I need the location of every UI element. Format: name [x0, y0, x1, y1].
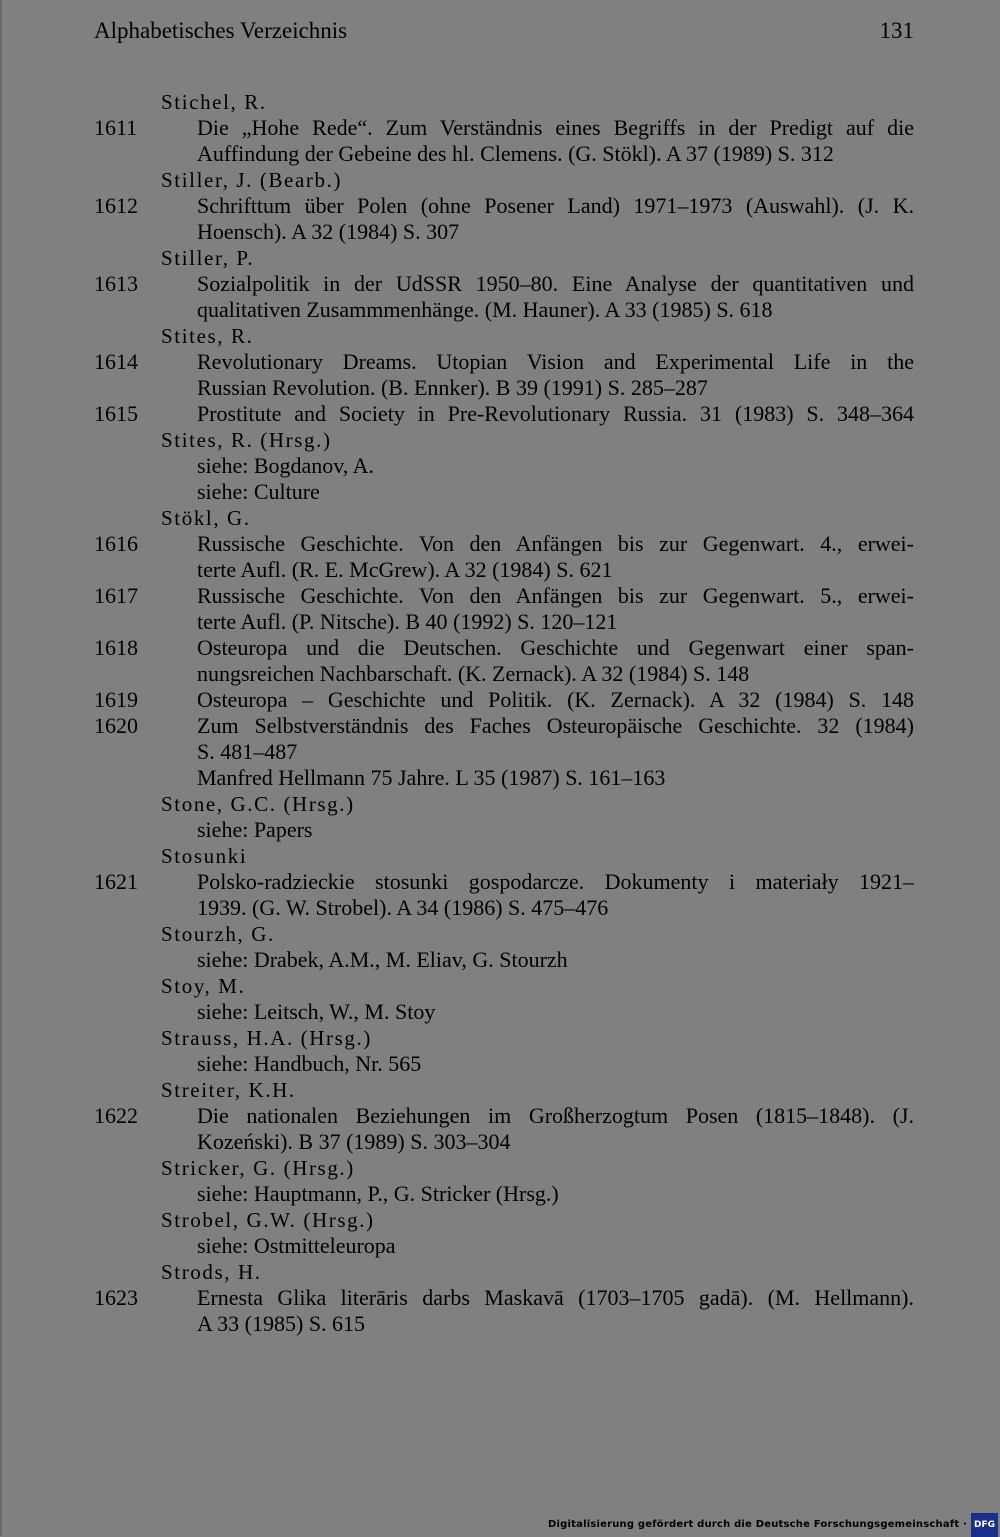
entry-text: siehe: Culture: [197, 479, 320, 504]
entry-continuation: [0, 453, 1000, 479]
entry-line: [0, 583, 1000, 609]
author-heading: [0, 323, 1000, 349]
entry-line: [0, 713, 1000, 739]
author-heading: [0, 245, 1000, 271]
entry-text: Russische Geschichte. Von den Anfängen bis zur Gegenwart. 4., erwei-: [197, 531, 914, 556]
entry-text: siehe: Handbuch, Nr. 565: [197, 1051, 422, 1076]
entry-text: Osteuropa und die Deutschen. Geschichte und Gegenwart einer span-: [197, 635, 914, 660]
entry-number: 1621: [94, 869, 138, 894]
author-heading: [0, 791, 1000, 817]
entry-number: 1612: [94, 193, 138, 218]
entry-text: Stone, G.C. (Hrsg.): [161, 792, 355, 816]
author-heading: [0, 1207, 1000, 1233]
entry-text: Strobel, G.W. (Hrsg.): [161, 1208, 375, 1232]
entry-number: 1617: [94, 583, 138, 608]
entry-continuation: [0, 895, 1000, 921]
entry-text: Russische Geschichte. Von den Anfängen bis zur Gegenwart. 5., erwei-: [197, 583, 914, 608]
entry-continuation: [0, 765, 1000, 791]
entry-text: Strods, H.: [161, 1260, 262, 1284]
entry-text: Zum Selbstverständnis des Faches Osteuropäische Geschichte. 32 (1984): [197, 713, 914, 738]
entry-line: [0, 271, 1000, 297]
entry-continuation: [0, 739, 1000, 765]
entry-text: Hoensch). A 32 (1984) S. 307: [197, 219, 460, 244]
entry-continuation: [0, 661, 1000, 687]
entry-continuation: [0, 557, 1000, 583]
entry-continuation: [0, 999, 1000, 1025]
entry-text: Stites, R.: [161, 324, 254, 348]
entry-number: 1614: [94, 349, 138, 374]
funding-note: Digitalisierung gefördert durch die Deutsche Forschungsgemeinschaft ·: [548, 1519, 967, 1530]
entry-text: terte Aufl. (P. Nitsche). B 40 (1992) S. 120–121: [197, 609, 618, 634]
entry-number: 1611: [94, 115, 138, 140]
entry-continuation: [0, 1051, 1000, 1077]
page-header: [94, 18, 914, 50]
entry-text: nungsreichen Nachbarschaft. (K. Zernack). A 32 (1984) S. 148: [197, 661, 750, 686]
entry-continuation: [0, 297, 1000, 323]
author-heading: [0, 167, 1000, 193]
entry-continuation: [0, 141, 1000, 167]
entry-number: 1620: [94, 713, 138, 738]
entry-continuation: [0, 609, 1000, 635]
author-heading: [0, 89, 1000, 115]
entry-line: [0, 193, 1000, 219]
entry-text: qualitativen Zusammmenhänge. (M. Hauner). A 33 (1985) S. 618: [197, 297, 773, 322]
entry-text: Stökl, G.: [161, 506, 251, 530]
entry-line: [0, 401, 1000, 427]
author-heading: [0, 1155, 1000, 1181]
entry-line: [0, 869, 1000, 895]
entry-line: [0, 1103, 1000, 1129]
entry-number: 1613: [94, 271, 138, 296]
entry-text: Stites, R. (Hrsg.): [161, 428, 332, 452]
entry-line: [0, 349, 1000, 375]
entry-continuation: [0, 219, 1000, 245]
author-heading: [0, 427, 1000, 453]
entry-number: 1619: [94, 687, 138, 712]
author-heading: [0, 505, 1000, 531]
entry-line: [0, 115, 1000, 141]
entry-text: A 33 (1985) S. 615: [197, 1311, 366, 1336]
entry-continuation: [0, 947, 1000, 973]
entry-text: Auffindung der Gebeine des hl. Clemens. (G. Stökl). A 37 (1989) S. 312: [197, 141, 834, 166]
entry-number: 1615: [94, 401, 138, 426]
entry-text: Strauss, H.A. (Hrsg.): [161, 1026, 372, 1050]
entry-text: Schrifttum über Polen (ohne Posener Land) 1971–1973 (Auswahl). (J. K.: [197, 193, 914, 218]
entry-text: Sozialpolitik in der UdSSR 1950–80. Eine Analyse der quantitativen und: [197, 271, 914, 296]
entry-continuation: [0, 479, 1000, 505]
entry-text: Stoy, M.: [161, 974, 246, 998]
footer: [548, 1514, 1000, 1536]
entry-text: Stourzh, G.: [161, 922, 275, 946]
entry-number: 1618: [94, 635, 138, 660]
entry-line: [0, 687, 1000, 713]
running-title: Alphabetisches Verzeichnis: [94, 18, 348, 43]
entry-text: siehe: Drabek, A.M., M. Eliav, G. Stourzh: [197, 947, 568, 972]
entry-text: Osteuropa – Geschichte und Politik. (K. Zernack). A 32 (1984) S. 148: [197, 687, 914, 712]
entry-text: Stiller, J. (Bearb.): [161, 168, 343, 192]
entry-continuation: [0, 1233, 1000, 1259]
entry-continuation: [0, 1181, 1000, 1207]
entry-text: Prostitute and Society in Pre-Revolutionary Russia. 31 (1983) S. 348–364: [197, 401, 914, 426]
author-heading: [0, 921, 1000, 947]
author-heading: [0, 973, 1000, 999]
entry-text: siehe: Ostmitteleuropa: [197, 1233, 396, 1258]
entry-text: 1939. (G. W. Strobel). A 34 (1986) S. 475–476: [197, 895, 609, 920]
page-number: 131: [879, 18, 914, 43]
entry-text: Polsko-radzieckie stosunki gospodarcze. Dokumenty i materiały 1921–: [197, 869, 914, 894]
entry-text: S. 481–487: [197, 739, 298, 764]
dfg-logo: DFG: [971, 1513, 998, 1537]
entry-text: Streiter, K.H.: [161, 1078, 296, 1102]
entry-text: Manfred Hellmann 75 Jahre. L 35 (1987) S. 161–163: [197, 765, 666, 790]
entry-line: [0, 531, 1000, 557]
entry-number: 1623: [94, 1285, 138, 1310]
entry-line: [0, 635, 1000, 661]
entry-text: Stricker, G. (Hrsg.): [161, 1156, 355, 1180]
author-heading: [0, 1259, 1000, 1285]
entry-continuation: [0, 375, 1000, 401]
entry-text: siehe: Leitsch, W., M. Stoy: [197, 999, 436, 1024]
entry-continuation: [0, 1129, 1000, 1155]
entry-text: Die nationalen Beziehungen im Großherzogtum Posen (1815–1848). (J.: [197, 1103, 914, 1128]
entry-text: Revolutionary Dreams. Utopian Vision and Experimental Life in the: [197, 349, 914, 374]
entry-text: Ernesta Glika literāris darbs Maskavā (1703–1705 gadā). (M. Hellmann).: [197, 1285, 914, 1310]
entry-continuation: [0, 817, 1000, 843]
author-heading: [0, 1025, 1000, 1051]
entry-text: siehe: Hauptmann, P., G. Stricker (Hrsg.): [197, 1181, 559, 1206]
entry-text: Kozeński). B 37 (1989) S. 303–304: [197, 1129, 511, 1154]
entry-text: Stiller, P.: [161, 246, 255, 270]
entry-number: 1616: [94, 531, 138, 556]
entry-line: [0, 1285, 1000, 1311]
entry-text: siehe: Papers: [197, 817, 313, 842]
entry-text: Die „Hohe Rede“. Zum Verständnis eines Begriffs in der Predigt auf die: [197, 115, 914, 140]
index-entries: [0, 89, 1000, 1337]
author-heading: [0, 1077, 1000, 1103]
entry-text: Stosunki: [161, 844, 248, 868]
entry-text: terte Aufl. (R. E. McGrew). A 32 (1984) S. 621: [197, 557, 613, 582]
entry-text: Russian Revolution. (B. Ennker). B 39 (1991) S. 285–287: [197, 375, 708, 400]
entry-text: siehe: Bogdanov, A.: [197, 453, 374, 478]
entry-continuation: [0, 1311, 1000, 1337]
entry-text: Stichel, R.: [161, 90, 267, 114]
entry-number: 1622: [94, 1103, 138, 1128]
author-heading: [0, 843, 1000, 869]
